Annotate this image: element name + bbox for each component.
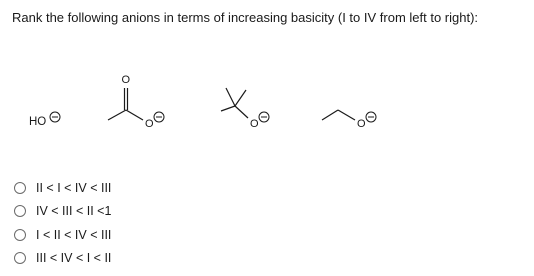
oxygen-label: O	[250, 118, 259, 130]
radio-button[interactable]	[14, 229, 26, 241]
anion-iii-tert-butoxide	[221, 88, 269, 130]
charge-icon	[154, 112, 164, 122]
charge-icon	[50, 112, 60, 122]
hydroxide-label: HO	[29, 116, 47, 128]
answer-option-2[interactable]	[14, 200, 111, 224]
radio-button[interactable]	[14, 182, 26, 194]
answer-options	[14, 176, 111, 270]
answer-option-1[interactable]	[14, 176, 111, 200]
anion-ii-acetate	[108, 74, 164, 130]
option-label: II < I < IV < III	[36, 180, 112, 195]
oxygen-label: O	[357, 118, 366, 130]
oxygen-label: O	[145, 118, 154, 130]
question-prompt: Rank the following anions in terms of increasing basicity (I to IV from left to right):	[12, 10, 479, 25]
anion-iv-ethoxide	[322, 110, 376, 130]
option-label: I < II < IV < III	[36, 227, 112, 242]
charge-icon	[259, 112, 269, 122]
option-label: III < IV < I < II	[36, 251, 112, 266]
anion-i-hydroxide	[29, 112, 60, 128]
option-label: IV < III < II <1	[36, 204, 112, 219]
charge-icon	[366, 112, 376, 122]
carbonyl-oxygen-label: O	[121, 74, 131, 86]
answer-option-4[interactable]	[14, 247, 111, 271]
answer-option-3[interactable]	[14, 223, 111, 247]
radio-button[interactable]	[14, 252, 26, 264]
radio-button[interactable]	[14, 205, 26, 217]
